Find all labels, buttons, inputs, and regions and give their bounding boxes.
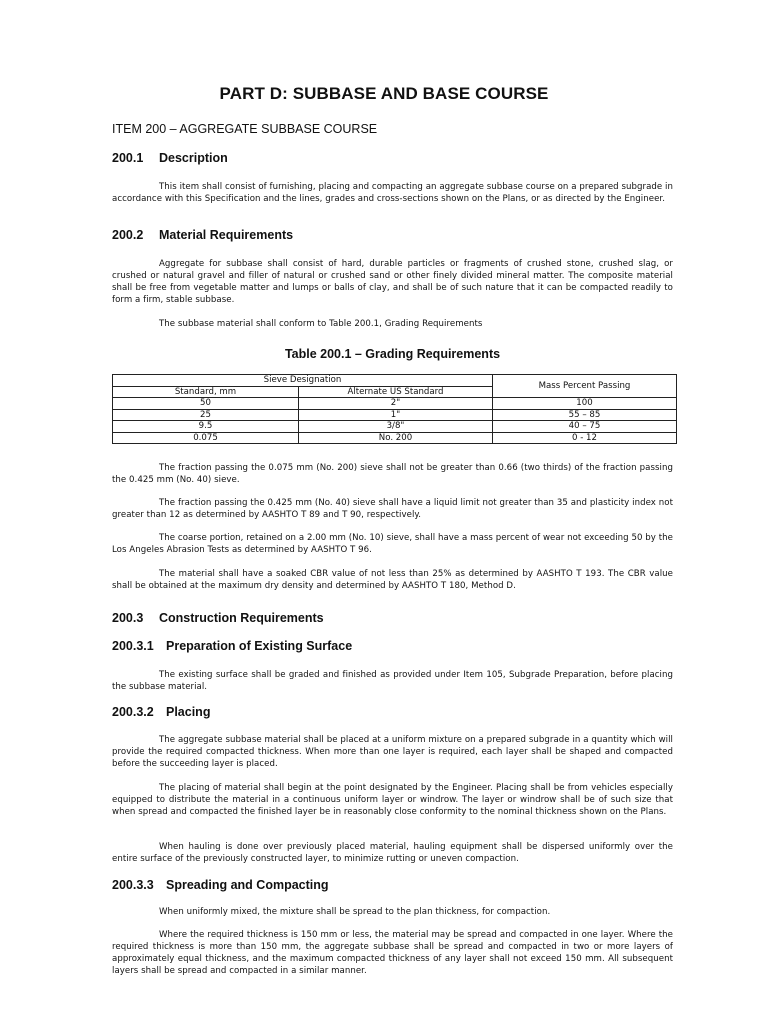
cell-standard: 25 [113,409,299,421]
paragraph-material-2: The subbase material shall conform to Table 200.1, Grading Requirements [159,319,483,329]
paragraph-spreading-2: Where the required thickness is 150 mm or less, the material may be spread and compacted in one layer. Where the required thickness is more than 150 mm, the aggregate subbase shall be spread and compacted in two or more layers of approximately equal thickness, and the maximum compacted thickness of any layer shall not exceed 150 mm. All subsequent layers shall be spread and compacted in a similar manner. [112,930,673,976]
standard-mm-header: Standard, mm [113,386,299,398]
cell-standard: 9.5 [113,421,299,433]
paragraph-placing-2: The placing of material shall begin at the point designated by the Engineer. Placing shall be from vehicles especially equipped to distribute the material in a continuous uniform layer or windrow. The layer or windrow shall be of such size that when spread and compacted the finished layer be in reasonably close conformity to the nominal thickness shown on the Plans. [112,783,673,817]
cell-alternate: 1" [299,409,493,421]
paragraph-placing-1: The aggregate subbase material shall be placed at a uniform mixture on a prepared subgrade in a quantity which will provide the required compacted thickness. When more than one layer is required, each layer shall be shaped and compacted before the succeeding layer is placed. [112,735,673,769]
table-row [113,432,677,444]
section-title: Construction Requirements [159,611,324,625]
table-row [113,409,677,421]
paragraph-description: This item shall consist of furnishing, placing and compacting an aggregate subbase course on a prepared subgrade in accordance with this Specification and the lines, grades and cross-sections shown on the Plans, or as directed by the Engineer. [112,182,673,204]
section-number: 200.1 [112,151,144,165]
section-number: 200.3.3 [112,878,154,892]
sieve-designation-header: Sieve Designation [113,375,493,387]
section-number: 200.3 [112,611,144,625]
paragraph-fraction-1: The fraction passing the 0.075 mm (No. 200) sieve shall not be greater than 0.66 (two thirds) of the fraction passing the 0.425 mm (No. 40) sieve. [112,463,673,485]
mass-percent-header: Mass Percent Passing [493,375,677,398]
cell-mass: 0 - 12 [493,432,677,444]
paragraph-coarse: The coarse portion, retained on a 2.00 mm (No. 10) sieve, shall have a mass percent of wear not exceeding 50 by the Los Angeles Abrasion Tests as determined by AASHTO T 96. [112,533,673,555]
paragraph-material-1: Aggregate for subbase shall consist of hard, durable particles or fragments of crushed stone, crushed slag, or crushed or natural gravel and filler of natural or crushed sand or other finely divided mineral matter. The composite material shall be free from vegetable matter and lumps or balls of clay, and shall be of such nature that it can be compacted readily to form a firm, stable subbase. [112,259,673,305]
page-title: PART D: SUBBASE AND BASE COURSE [219,84,549,103]
section-title: Material Requirements [159,228,294,242]
paragraph-spreading-1: When uniformly mixed, the mixture shall be spread to the plan thickness, for compaction. [159,907,551,917]
section-number: 200.3.2 [112,705,154,719]
cell-standard: 50 [113,398,299,410]
section-number: 200.2 [112,228,144,242]
section-heading-200-3-3 [112,878,673,892]
table-header-row [113,375,677,387]
section-title: Spreading and Compacting [166,878,329,892]
paragraph-cbr: The material shall have a soaked CBR value of not less than 25% as determined by AASHTO T 193. The CBR value shall be obtained at the maximum dry density and determined by AASHTO T 180, Method D. [112,569,673,591]
paragraph-placing-3: When hauling is done over previously placed material, hauling equipment shall be dispersed uniformly over the entire surface of the previously constructed layer, to minimize rutting or uneven compaction. [112,842,673,864]
section-heading-200-3-1 [112,639,673,653]
section-title: Placing [166,705,211,719]
alternate-us-header: Alternate US Standard [299,386,493,398]
section-heading-200-3 [112,611,673,625]
table-caption: Table 200.1 – Grading Requirements [284,347,501,361]
grading-table [112,374,677,444]
section-title: Preparation of Existing Surface [166,639,353,653]
table-row [113,421,677,433]
cell-alternate: No. 200 [299,432,493,444]
cell-standard: 0.075 [113,432,299,444]
section-heading-200-1 [112,151,673,165]
paragraph-preparation: The existing surface shall be graded and finished as provided under Item 105, Subgrade Preparation, before placing the subbase material. [112,670,673,692]
section-heading-200-3-2 [112,705,673,719]
paragraph-fraction-2: The fraction passing the 0.425 mm (No. 40) sieve shall have a liquid limit not greater than 35 and plasticity index not greater than 12 as determined by AASHTO T 89 and T 90, respectively. [112,498,673,520]
section-title: Description [159,151,228,165]
cell-alternate: 3/8" [299,421,493,433]
section-heading-200-2 [112,228,673,242]
cell-mass: 100 [493,398,677,410]
item-heading: ITEM 200 – AGGREGATE SUBBASE COURSE [112,122,378,136]
section-number: 200.3.1 [112,639,154,653]
cell-mass: 55 – 85 [493,409,677,421]
table-row [113,398,677,410]
cell-mass: 40 – 75 [493,421,677,433]
cell-alternate: 2" [299,398,493,410]
